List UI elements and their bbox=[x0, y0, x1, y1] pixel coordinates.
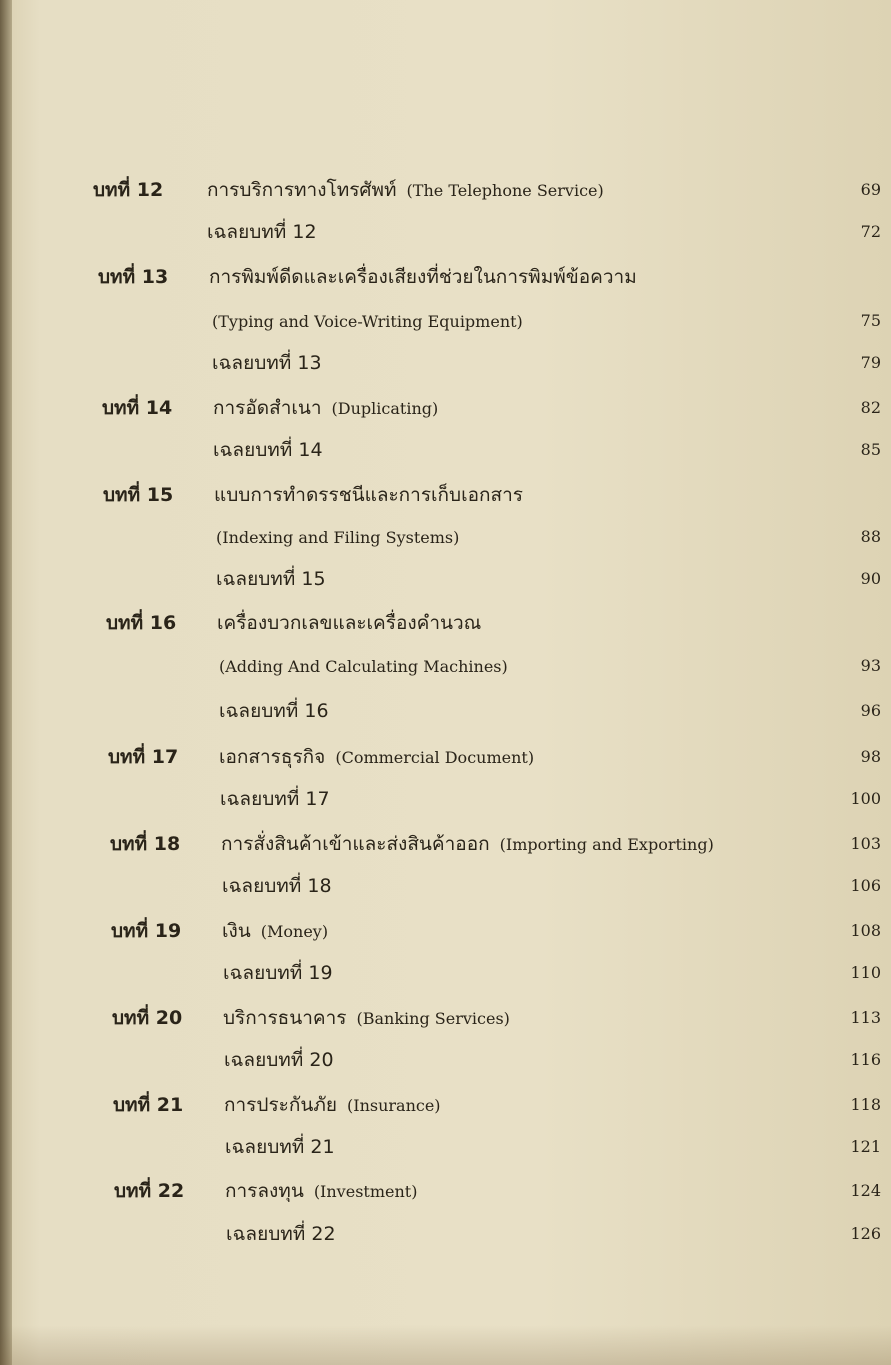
title-thai: เฉลยบทที่ 19 bbox=[223, 962, 333, 984]
chapter-label: บทที่ 21 bbox=[113, 1094, 184, 1116]
page-number: 75 bbox=[860, 311, 881, 330]
page-number: 69 bbox=[860, 180, 881, 199]
title-english: (Investment) bbox=[313, 1182, 418, 1201]
entry-title bbox=[219, 696, 329, 726]
toc-entry bbox=[0, 916, 891, 946]
title-thai: บริการธนาคาร bbox=[223, 1007, 347, 1029]
title-thai: เฉลยบทที่ 15 bbox=[216, 568, 326, 590]
title-thai: เฉลยบทที่ 14 bbox=[213, 439, 323, 461]
toc-entry bbox=[0, 1045, 891, 1075]
toc-entry bbox=[0, 480, 891, 510]
chapter-label: บทที่ 15 bbox=[103, 484, 174, 506]
entry-title bbox=[214, 480, 523, 510]
page-number: 126 bbox=[850, 1224, 881, 1243]
entry-title bbox=[220, 784, 330, 814]
page-number: 79 bbox=[860, 353, 881, 372]
toc-entry bbox=[0, 1090, 891, 1120]
page-number: 124 bbox=[850, 1181, 881, 1200]
title-thai: การบริการทางโทรศัพท์ bbox=[207, 179, 397, 201]
title-english: (Adding And Calculating Machines) bbox=[219, 657, 508, 676]
chapter-label: บทที่ 18 bbox=[110, 833, 181, 855]
entry-title bbox=[212, 348, 322, 378]
entry-title bbox=[222, 916, 328, 947]
page-number: 98 bbox=[860, 747, 881, 766]
entry-title bbox=[225, 1176, 417, 1207]
page-bottom-shadow bbox=[0, 1325, 891, 1365]
page-number: 93 bbox=[860, 656, 881, 675]
title-english: (Insurance) bbox=[347, 1096, 441, 1115]
toc-entry bbox=[0, 522, 891, 552]
toc-entry bbox=[0, 435, 891, 465]
title-english: (The Telephone Service) bbox=[406, 181, 604, 200]
chapter-label: บทที่ 22 bbox=[114, 1180, 185, 1202]
title-thai: เอกสารธุรกิจ bbox=[219, 746, 326, 768]
entry-title bbox=[216, 522, 459, 553]
entry-title bbox=[223, 958, 333, 988]
title-english: (Money) bbox=[260, 922, 329, 941]
toc-entry bbox=[0, 829, 891, 859]
page-number: 88 bbox=[860, 527, 881, 546]
entry-title bbox=[216, 564, 326, 594]
entry-title bbox=[226, 1219, 336, 1249]
toc-entry bbox=[0, 1219, 891, 1249]
entry-title bbox=[221, 829, 714, 860]
toc-entry bbox=[0, 1132, 891, 1162]
toc-entry bbox=[0, 306, 891, 336]
chapter-label: บทที่ 19 bbox=[111, 920, 182, 942]
entry-title bbox=[217, 608, 481, 638]
toc-entry bbox=[0, 742, 891, 772]
page-number: 110 bbox=[850, 963, 881, 982]
chapter-label: บทที่ 17 bbox=[108, 746, 179, 768]
entry-title bbox=[222, 871, 332, 901]
entry-title bbox=[224, 1090, 441, 1121]
title-english: (Indexing and Filing Systems) bbox=[216, 528, 460, 547]
title-thai: เฉลยบทที่ 13 bbox=[212, 352, 322, 374]
toc-entry bbox=[0, 564, 891, 594]
toc-entry bbox=[0, 262, 891, 292]
title-english: (Duplicating) bbox=[331, 399, 439, 418]
toc-entry bbox=[0, 651, 891, 681]
title-thai: แบบการทำดรรชนีและการเก็บเอกสาร bbox=[214, 484, 523, 506]
title-english: (Commercial Document) bbox=[335, 748, 535, 767]
entry-title bbox=[213, 393, 438, 424]
page-number: 96 bbox=[860, 701, 881, 720]
page-number: 90 bbox=[860, 569, 881, 588]
toc-entry bbox=[0, 608, 891, 638]
page-number: 121 bbox=[850, 1137, 881, 1156]
title-thai: การพิมพ์ดีดและเครื่องเสียงที่ช่วยในการพิมพ์ข้อความ bbox=[209, 266, 637, 288]
toc-entry bbox=[0, 393, 891, 423]
entry-title bbox=[207, 217, 317, 247]
page-number: 100 bbox=[850, 789, 881, 808]
page-number: 108 bbox=[850, 921, 881, 940]
toc-entry bbox=[0, 784, 891, 814]
page-number: 85 bbox=[860, 440, 881, 459]
title-thai: การประกันภัย bbox=[224, 1094, 337, 1116]
toc-entry bbox=[0, 1003, 891, 1033]
page-number: 106 bbox=[850, 876, 881, 895]
chapter-label: บทที่ 12 bbox=[93, 179, 164, 201]
entry-title bbox=[223, 1003, 510, 1034]
page-number: 118 bbox=[850, 1095, 881, 1114]
toc-entry bbox=[0, 348, 891, 378]
toc-entry bbox=[0, 958, 891, 988]
chapter-label: บทที่ 13 bbox=[98, 266, 169, 288]
page-number: 103 bbox=[850, 834, 881, 853]
toc-entry bbox=[0, 871, 891, 901]
chapter-label: บทที่ 14 bbox=[102, 397, 173, 419]
toc-entry bbox=[0, 217, 891, 247]
title-thai: เฉลยบทที่ 12 bbox=[207, 221, 317, 243]
entry-title bbox=[212, 306, 523, 337]
title-thai: เฉลยบทที่ 17 bbox=[220, 788, 330, 810]
title-english: (Typing and Voice-Writing Equipment) bbox=[212, 312, 523, 331]
title-thai: เงิน bbox=[222, 920, 251, 942]
entry-title bbox=[219, 742, 534, 773]
entry-title bbox=[224, 1045, 334, 1075]
title-thai: การอัดสำเนา bbox=[213, 397, 322, 419]
title-thai: การลงทุน bbox=[225, 1180, 304, 1202]
chapter-label: บทที่ 20 bbox=[112, 1007, 183, 1029]
title-english: (Importing and Exporting) bbox=[499, 835, 714, 854]
page-number: 82 bbox=[860, 398, 881, 417]
title-thai: การสั่งสินค้าเข้าและส่งสินค้าออก bbox=[221, 833, 490, 855]
page-number: 116 bbox=[850, 1050, 881, 1069]
chapter-label: บทที่ 16 bbox=[106, 612, 177, 634]
entry-title bbox=[213, 435, 323, 465]
page-number: 72 bbox=[860, 222, 881, 241]
entry-title bbox=[225, 1132, 335, 1162]
toc-entry bbox=[0, 1176, 891, 1206]
entry-title bbox=[219, 651, 508, 682]
toc-entry bbox=[0, 175, 891, 205]
page-number: 113 bbox=[850, 1008, 881, 1027]
entry-title bbox=[207, 175, 604, 206]
title-english: (Banking Services) bbox=[356, 1009, 510, 1028]
entry-title bbox=[209, 262, 637, 292]
title-thai: เฉลยบทที่ 20 bbox=[224, 1049, 334, 1071]
toc-entry bbox=[0, 696, 891, 726]
title-thai: เฉลยบทที่ 21 bbox=[225, 1136, 335, 1158]
title-thai: เฉลยบทที่ 16 bbox=[219, 700, 329, 722]
title-thai: เครื่องบวกเลขและเครื่องคำนวณ bbox=[217, 612, 482, 634]
title-thai: เฉลยบทที่ 22 bbox=[226, 1223, 336, 1245]
title-thai: เฉลยบทที่ 18 bbox=[222, 875, 332, 897]
